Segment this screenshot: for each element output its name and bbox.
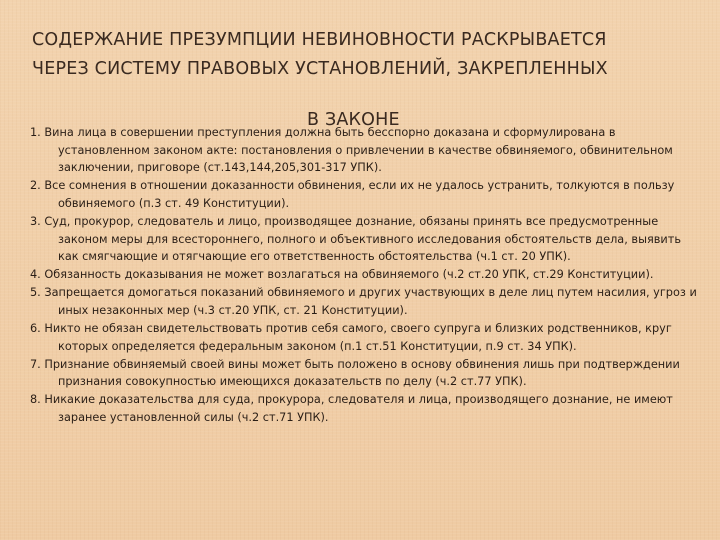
title-line-1: СОДЕРЖАНИЕ ПРЕЗУМПЦИИ НЕВИНОВНОСТИ РАСКРЫВАЕТСЯ [32,30,607,50]
list-item [30,124,704,177]
list-item [30,284,704,319]
title-line-3: В ЗАКОНЕ [307,110,400,130]
item-text: Признание обвиняемый своей вины может быть положено в основу обвинения лишь при подтверждении признания совокупностью имеющихся доказательств по делу (ч.2 ст.77 УПК). [44,357,680,389]
item-text: Никто не обязан свидетельствовать против себя самого, своего супруга и близких родственников, круг которых определяется федеральным законом (п.1 ст.51 Конституции, п.9 ст. 34 УПК). [44,322,672,353]
item-number: 7. [30,357,41,371]
principles-list [30,124,704,427]
list-item [30,177,704,212]
item-text: Все сомнения в отношении доказанности обвинения, если их не удалось устранить, толкуются в пользу обвиняемого (п.3 ст. 49 Конституции). [44,179,675,210]
list-item [30,320,704,355]
item-number: 4. [30,268,41,282]
item-text: Обязанность доказывания не может возлагаться на обвиняемого (ч.2 ст.20 УПК, ст.29 Конституции). [44,268,654,282]
slide-title [32,26,700,130]
item-text: Суд, прокурор, следователь и лицо, производящее дознание, обязаны принять все предусмотренные законом меры для всестороннего, полного и объективного исследования обстоятельств дела, выявить как смягчающие и отягчающие его ответственность обстоятельства (ч.1 ст. 20 УПК). [44,214,682,264]
list-item [30,391,704,426]
item-number: 8. [30,393,41,407]
title-line-2: ЧЕРЕЗ СИСТЕМУ ПРАВОВЫХ УСТАНОВЛЕНИЙ, ЗАКРЕПЛЕННЫХ [32,59,608,79]
item-number: 2. [30,179,41,193]
item-text: Запрещается домогаться показаний обвиняемого и других участвующих в деле лиц путем насилия, угроз и иных незаконных мер (ч.3 ст.20 УПК, ст. 21 Конституции). [44,286,697,317]
item-number: 6. [30,322,41,336]
item-number: 1. [30,126,41,139]
list-item [30,356,704,391]
item-number: 5. [30,286,41,300]
item-number: 3. [30,214,41,228]
list-item [30,213,704,266]
list-item [30,266,704,284]
item-text: Никакие доказательства для суда, прокурора, следователя и лица, производящего дознание, не имеют заранее установленной силы (ч.2 ст.71 УПК). [44,393,673,424]
item-text: Вина лица в совершении преступления должна быть бесспорно доказана и сформулирована в установленном законом акте: постановления о привлечении в качестве обвиняемого, обвинительном заключении, приговоре (ст.143,144,205,301-317 УПК). [44,126,673,175]
